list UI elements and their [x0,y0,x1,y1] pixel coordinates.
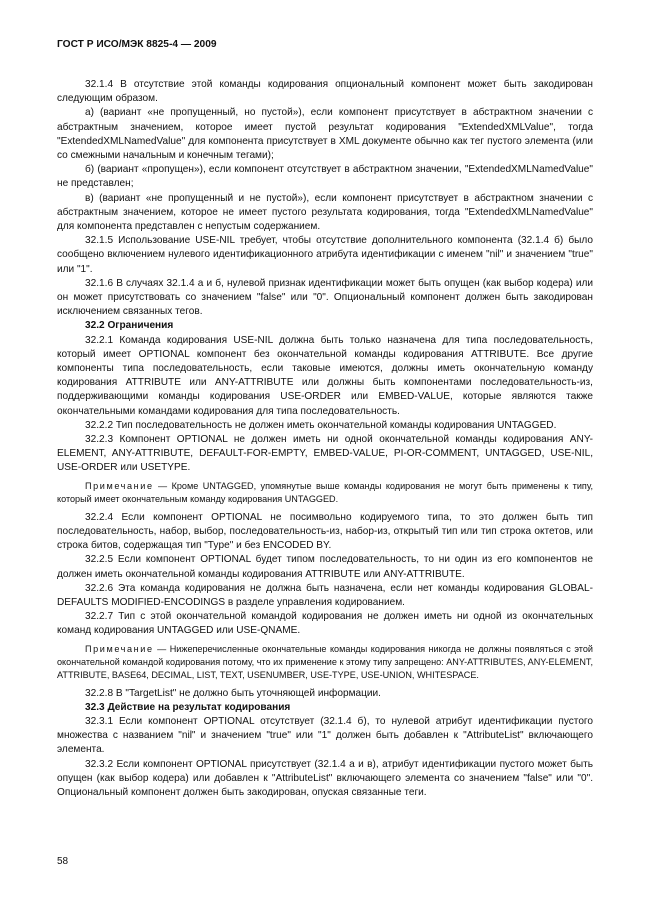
paragraph: 32.1.6 В случаях 32.1.4 а и б, нулевой признак идентификации может быть опущен (как выбор кодера) или он может присутствовать со значением "false" или "0". Опциональный компонент должен быть закодирован исключением связанных тегов. [57,277,593,318]
paragraph: 32.2.7 Тип с этой окончательной командой кодирования не должен иметь ни одной из окончательных команд кодирования UNTAGGED или USE-QNAME. [57,611,593,637]
section-heading: 32.2 Ограничения [85,320,174,332]
running-header: ГОСТ Р ИСО/МЭК 8825-4 — 2009 [57,39,217,50]
paragraph: в) (вариант «не пропущенный и не пустой»), если компонент присутствует в абстрактном значении с абстрактным значением, которое не имеет пустого результата кодирования, тогда "ExtendedXMLNamedValue" для компонента представлен с непустым содержанием. [57,192,593,233]
paragraph: 32.2.1 Команда кодирования USE-NIL должна быть только назначена для типа последовательность, который имеет OPTIONAL компонент без окончательной команды кодирования ATTRIBUTE. Все другие компоненты типа последовательность, если таковые имеются, должны иметь окончательную команду кодирования ATTRIBUTE или ANY-ATTRIBUTE или должны быть компонентами последовательность-из, поддерживающими команды кодирования USE-ORDER или EMBED-VALUE, которые являются также окончательными командами кодирования для типа последовательность. [57,334,593,417]
paragraph: 32.1.5 Использование USE-NIL требует, чтобы отсутствие дополнительного компонента (32.1.4 б) было сообщено включением нулевого идентификационного атрибута идентификации с именем "nil" и значением "true" или "1". [57,235,593,275]
paragraph: б) (вариант «пропущен»), если компонент отсутствует в абстрактном значении, "ExtendedXMLNamedValue" не представлен; [57,164,593,190]
paragraph: 32.2.8 В "TargetList" не должно быть уточняющей информации. [85,687,381,699]
note-text: — Кроме UNTAGGED, упомянутые выше команды кодирования не могут быть применены к типу, который имеет окончательным команду кодирования UNTAGGED. [57,480,593,504]
paragraph: 32.1.4 В отсутствие этой команды кодирования опциональный компонент может быть закодирован следующим образом. [57,79,593,105]
note [57,643,593,682]
paragraph: 32.3.1 Если компонент OPTIONAL отсутствует (32.1.4 б), то нулевой атрибут идентификации пустого множества с названием "nil" и значением "true" или "1" должен быть добавлен к "AttributeList" включающего элемента. [57,715,593,756]
paragraph: 32.2.6 Эта команда кодирования не должна быть назначена, если нет команды кодирования GLOBAL-DEFAULTS MODIFIED-ENCODINGS в разделе управления кодированием. [57,582,593,608]
note-label: Примечание [85,480,154,491]
section-heading: 32.3 Действие на результат кодирования [85,701,291,713]
note-label: Примечание [85,643,154,654]
paragraph: 32.2.2 Тип последовательность не должен иметь окончательной команды кодирования UNTAGGED. [85,419,557,431]
page-number: 58 [57,856,69,867]
note-text: — Нижеперечисленные окончательные команды кодирования никогда не должны появляться с этой окончательной командой кодирования потому, что их применение к этому типу запрещено: ANY-ATTRIBUTES, ANY-ELEMENT, ATTRIBUTE, BASE64, DECIMAL, LIST, TEXT, USENUMBER, USE-TYPE, USE-UNION, WHITESPACE. [57,643,593,680]
note [57,480,593,506]
paragraph: 32.3.2 Если компонент OPTIONAL присутствует (32.1.4 а и в), атрибут идентификации пустого может быть опущен (как выбор кодера) или добавлен к "AttributeList" включающего элемента со значением "false" или "0". Опциональный компонент должен быть закодирован, опуская связанные теги. [57,758,593,798]
paragraph: 32.2.3 Компонент OPTIONAL не должен иметь ни одной окончательной команды кодирования ANY-ELEMENT, ANY-ATTRIBUTE, DEFAULT-FOR-EMPTY, EMBED-VALUE, PI-OR-COMMENT, UNTAGGED, USE-NIL, USE-ORDER или USETYPE. [57,434,593,474]
document-body [57,78,593,800]
paragraph: а) (вариант «не пропущенный, но пустой»), если компонент присутствует в абстрактном значении с абстрактным значением, которое имеет пустой результат кодирования "ExtendedXMLValue", тогда "ExtendedXMLNamedValue" для компонента присутствует в XML документе обычно как тег пустого элемента (или со смежными начальным и конечным тегами); [57,107,593,162]
paragraph: 32.2.5 Если компонент OPTIONAL будет типом последовательность, то ни один из его компонентов не должен иметь окончательной команды кодирования ATTRIBUTE или ANY-ATTRIBUTE. [57,554,593,580]
paragraph: 32.2.4 Если компонент OPTIONAL не посимвольно кодируемого типа, то это должен быть тип последовательность, набор, выбор, последовательность-из, набор-из, открытый тип или тип строка октетов, или строка битов, содержащая тип "Type" и без ENCODED BY. [57,511,593,552]
